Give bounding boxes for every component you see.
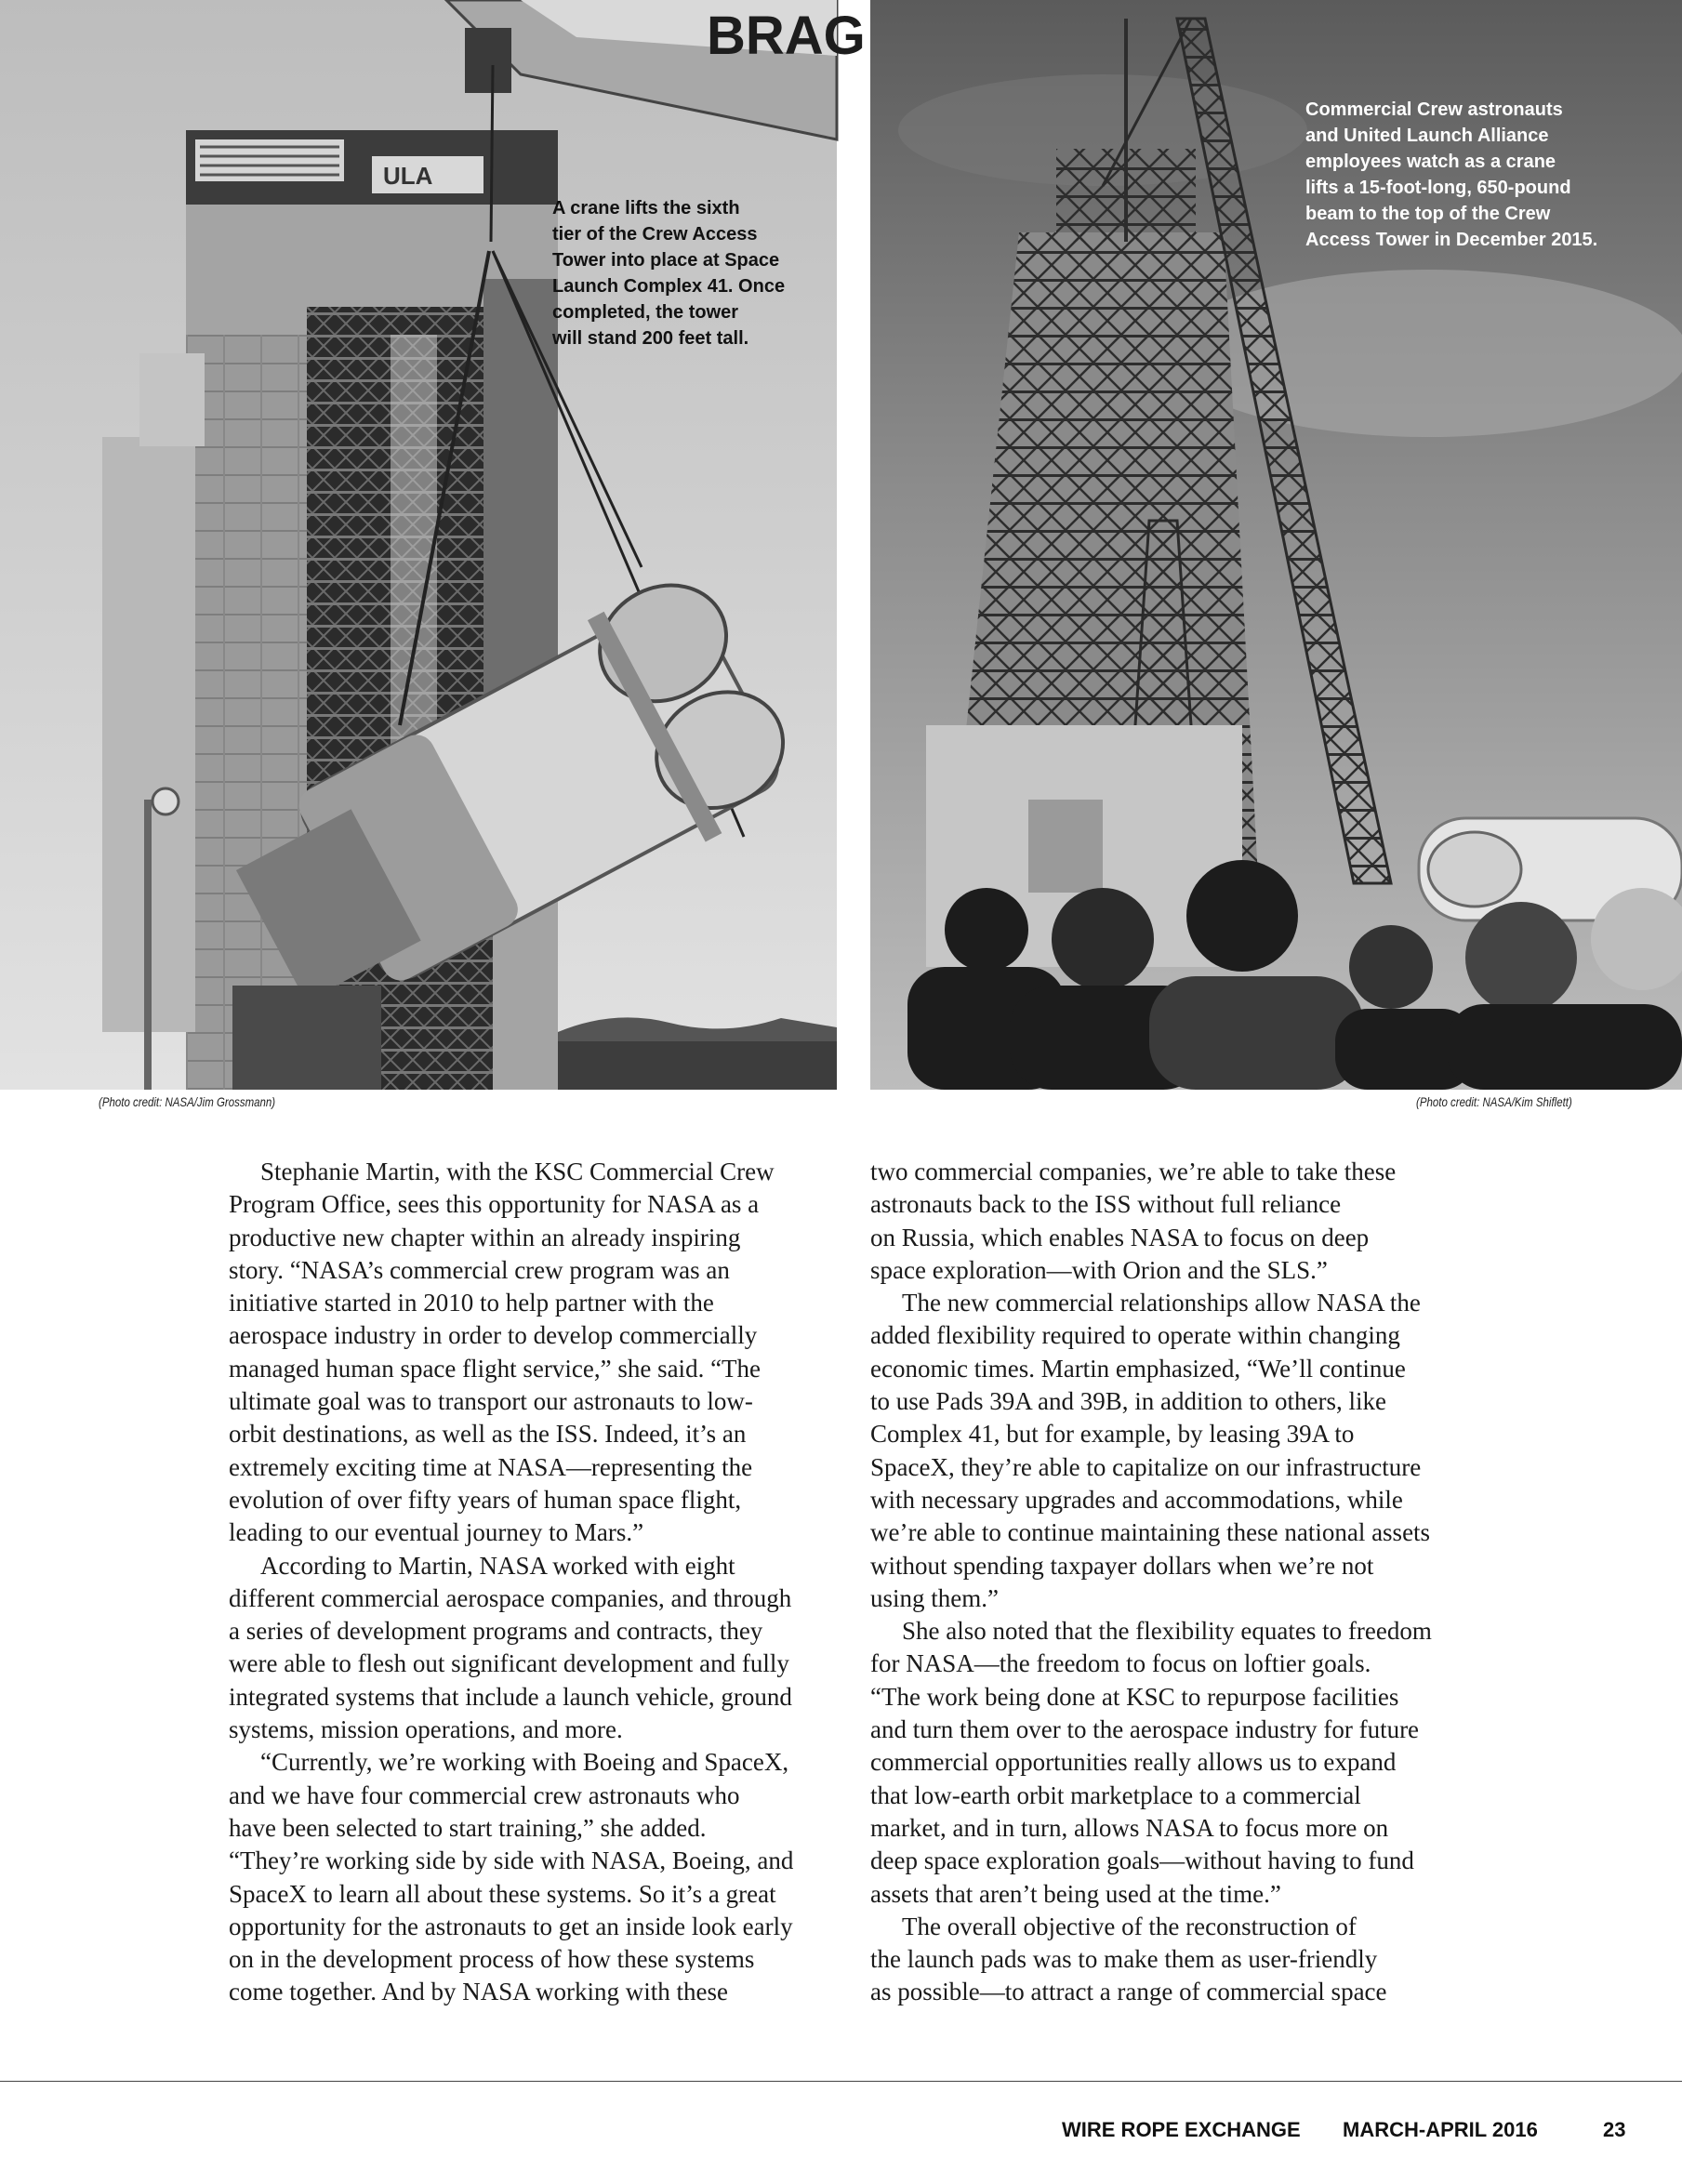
footer-issue-date: MARCH-APRIL 2016 [1343, 2118, 1538, 2141]
footer-publication-name: WIRE ROPE EXCHANGE [1062, 2118, 1301, 2141]
article-column-right [870, 1156, 1475, 2009]
photo-caption-left: A crane lifts the sixth tier of the Crew Access Tower into place at Space Launch Complex 41. Once completed, the tower will stand 200 feet tall. [552, 198, 786, 349]
footer-divider [0, 2081, 1682, 2082]
article-paragraph: According to Martin, NASA worked with eight different commercial aerospace companies, and through a series of development programs and contracts, they were able to flesh out significant development and fully integrated systems that include a launch vehicle, ground systems, mission operations, and more. [229, 1551, 792, 1744]
crane-brand-text: BRAG [707, 6, 866, 66]
article-paragraph: She also noted that the flexibility equates to freedom for NASA—the freedom to focus on loftier goals. “The work being done at KSC to repurpose facilities and turn them over to the aerospace industry for future commercial opportunities really allows us to expand that low-earth orbit marketplace to a commercial market, and in turn, allows NASA to focus more on deep space exploration goals—without having to fund assets that aren’t being used at the time.” [870, 1617, 1432, 1908]
crane-lift-photo-illustration [0, 0, 866, 1090]
article-paragraph: Stephanie Martin, with the KSC Commercial Crew Program Office, sees this opportunity for NASA as a productive new chapter within an already inspiring story. “NASA’s commercial crew program was an initiative started in 2010 to help partner with the aerospace industry in order to develop commercially managed human space flight service,” she said. “The ultimate goal was to transport our astronauts to low- orbit destinations, as well as the ISS. Indeed, it’s an extremely exciting time at NASA—representing the evolution of over fifty years of human space flight, leading to our eventual journey to Mars.” [229, 1158, 775, 1547]
photo-caption-right: Commercial Crew astronauts and United Launch Alliance employees watch as a crane lifts a 15-foot-long, 650-pound beam to the top of the Crew Access Tower in December 2015. [1305, 99, 1598, 250]
photo-crane-lifting-tier [0, 0, 866, 1090]
photo-credit-left: (Photo credit: NASA/Jim Grossmann) [99, 1094, 276, 1109]
article-column-left [229, 1156, 842, 2009]
ula-logo-text: ULA [383, 162, 433, 190]
photo-credit-right: (Photo credit: NASA/Kim Shiflett) [1416, 1094, 1572, 1109]
article-paragraph: “Currently, we’re working with Boeing and SpaceX, and we have four commercial crew astronauts who have been selected to start training,” she added. “They’re working side by side with NASA, Boeing, and SpaceX to learn all about these systems. So it’s a great opportunity for the astronauts to get an inside look early on in the development process of how these systems come together. And by NASA working with these [229, 1748, 794, 2006]
footer-page-number: 23 [1603, 2118, 1626, 2141]
article-paragraph-continued: two commercial companies, we’re able to take these astronauts back to the ISS without full reliance on Russia, which enables NASA to focus on deep space exploration—with Orion and the SLS.” [870, 1158, 1397, 1284]
article-paragraph: The new commercial relationships allow NASA the added flexibility required to operate within changing economic times. Martin emphasized, “We’ll continue to use Pads 39A and 39B, in addition to others, like Complex 41, but for example, by leasing 39A to SpaceX, they’re able to capitalize on our infrastructure with necessary upgrades and accommodations, while we’re able to continue maintaining these national assets without spending taxpayer dollars when we’re not using them.” [870, 1289, 1431, 1612]
article-paragraph: The overall objective of the reconstruction of the launch pads was to make them as user-friendly as possible—to attract a range of commercial space [870, 1912, 1387, 2006]
